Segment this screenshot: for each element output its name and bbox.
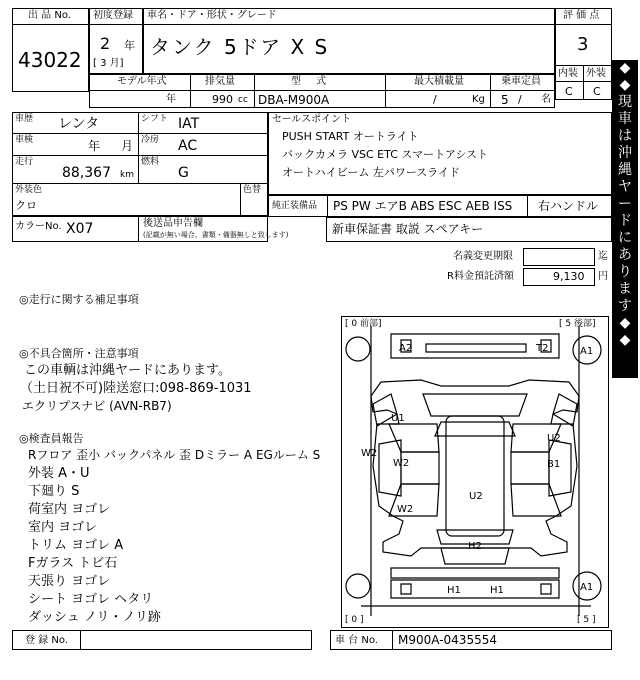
capacity-slash: / — [518, 93, 522, 106]
sales-point-1: PUSH START オートライト — [282, 130, 419, 143]
shift: IAT — [178, 116, 200, 132]
inspector-1: Rフロア 歪小 バックパネル 歪 Dミラー A EGルーム S — [28, 448, 321, 462]
sales-points-label: セールスポイント — [272, 114, 352, 125]
banner-char: ◆ — [619, 315, 631, 331]
mark-right-rear: B1 — [547, 459, 561, 470]
mark-front-bumper-right: T2 — [536, 343, 549, 354]
displacement-label: 排気量 — [205, 76, 235, 87]
defect-3: エクリプスナビ (AVN-RB7) — [22, 399, 172, 413]
mark-front-bumper-left: A2 — [399, 343, 413, 354]
lot-no: 43022 — [18, 48, 82, 72]
mark-front-right-corner: A1 — [580, 346, 594, 357]
max-load-slash: / — [433, 93, 437, 106]
banner-char: ◆ — [619, 60, 631, 76]
mark-left-side-panel: W2 — [393, 458, 410, 469]
mark-rear-bumper-right: H1 — [490, 585, 504, 596]
interior-label: 内装 — [558, 68, 578, 79]
inspector-6: トリム ヨゴレ A — [28, 538, 124, 553]
mileage: 88,367 — [62, 165, 111, 181]
banner-char: り — [618, 264, 632, 280]
name-change-label: 名義変更期限 — [453, 251, 513, 262]
first-reg-year: 2 — [100, 34, 111, 53]
ac-label: 冷房 — [141, 135, 160, 145]
model-code: DBA-M900A — [258, 93, 330, 107]
defect-2: （土日祝不可)陸送窓口:098-869-1031 — [20, 381, 252, 396]
warranty: 新車保証書 取説 スペアキー — [332, 222, 484, 236]
details-left — [12, 112, 268, 216]
max-load-unit: Kg — [472, 94, 485, 105]
name-change-value-box — [523, 248, 595, 266]
mark-roof: U2 — [469, 491, 483, 502]
model-year-label: モデル年式 — [117, 76, 167, 87]
displacement: 990 — [212, 93, 233, 106]
mark-rear-panel: H2 — [468, 541, 482, 552]
equipment: PS PW エアB ABS ESC AEB ISS — [333, 199, 513, 213]
recycle-label: R料金預託済額 — [447, 271, 514, 282]
front-label: [ 0 前部] — [345, 319, 382, 329]
banner-char: ー — [618, 196, 632, 212]
model-grade: タンク 5ドア X S — [150, 35, 330, 59]
inspector-10: ダッシュ ノリ・ノリ跡 — [28, 610, 161, 625]
banner-char: ま — [618, 281, 632, 297]
banner-char: 縄 — [618, 162, 632, 178]
banner-char: ◆ — [619, 77, 631, 93]
chassis-no: M900A-0435554 — [398, 633, 497, 647]
equipment-label: 純正装備品 — [272, 201, 318, 211]
steering: 右ハンドル — [538, 199, 599, 213]
rear-label: [ 5 後部] — [559, 319, 596, 329]
chassis-label: 車 台 No. — [335, 635, 378, 646]
displacement-unit: cc — [238, 95, 248, 105]
banner-char: に — [618, 230, 632, 246]
shift-label: シフト — [141, 114, 169, 124]
history-label: 車歴 — [15, 114, 34, 124]
defect-1: この車輌は沖縄ヤードにあります。 — [24, 363, 231, 378]
inspection-month: 月 — [121, 139, 134, 153]
lot-no-label: 出 品 No. — [28, 10, 71, 21]
vehicle-damage-diagram — [341, 316, 609, 628]
recycle-amount: 9,130 — [553, 270, 585, 283]
inspector-8: 天張り ヨゴレ — [28, 574, 111, 589]
history: レンタ — [58, 116, 100, 132]
first-reg-month: [ 3 月] — [93, 58, 124, 69]
banner-char: ◆ — [619, 332, 631, 348]
banner-char: 車 — [618, 111, 632, 127]
inspector-9: シート ヨゴレ ヘタリ — [28, 592, 154, 607]
recycle-unit: 円 — [598, 271, 608, 282]
banner-char: ヤ — [618, 179, 632, 195]
driving-notes-header: ◎走行に関する補足事項 — [19, 293, 139, 306]
aftermarket-label: 後送品申告欄 — [143, 218, 203, 229]
model-grade-label: 車名・ドア・形状・グレード — [147, 10, 277, 21]
banner-char: ド — [618, 213, 632, 229]
exterior-label: 外装 — [586, 68, 606, 79]
sales-point-2: バックカメラ VSC ETC スマートアシスト — [282, 148, 489, 161]
location-banner — [612, 60, 638, 378]
reg-no-label: 登 録 No. — [25, 635, 68, 646]
capacity-unit: 名 — [541, 94, 551, 105]
color-no: X07 — [66, 221, 94, 237]
banner-char: 沖 — [618, 145, 632, 161]
first-reg-year-unit: 年 — [124, 39, 135, 52]
inspector-5: 室内 ヨゴレ — [28, 520, 98, 535]
defects-header: ◎不具合箇所・注意事項 — [19, 347, 139, 360]
front-bottom-label: [ 0 ] — [345, 615, 364, 625]
inspector-4: 荷室内 ヨゴレ — [28, 502, 111, 517]
mark-left-front-door-2: W2 — [361, 448, 378, 459]
banner-char: あ — [618, 247, 632, 263]
model-year-unit: 年 — [166, 94, 176, 105]
inspector-2: 外装 A・U — [28, 466, 90, 481]
inspector-header: ◎検査員報告 — [19, 432, 84, 445]
color-change-label: 色替 — [243, 185, 262, 195]
inspector-7: Fガラス トビ石 — [28, 556, 118, 571]
mark-rear-right-corner: A1 — [580, 582, 594, 593]
banner-char: す — [618, 298, 632, 314]
exterior-grade: C — [593, 85, 601, 98]
banner-char: は — [618, 128, 632, 144]
ac: AC — [178, 138, 198, 154]
aftermarket-note: (記載が無い場合、書類・備器無しと致します) — [143, 231, 289, 239]
interior-grade: C — [565, 85, 573, 98]
mileage-unit: km — [120, 170, 134, 180]
capacity: 5 — [501, 93, 509, 107]
mark-left-rear-door: W2 — [397, 504, 414, 515]
inspection-label: 車検 — [15, 135, 34, 145]
capacity-label: 乗車定員 — [501, 76, 541, 87]
fuel-label: 燃料 — [141, 157, 160, 167]
name-change-unit: 迄 — [598, 251, 608, 262]
inspection-year: 年 — [88, 139, 101, 153]
banner-char: 現 — [618, 94, 632, 110]
fuel: G — [178, 165, 189, 181]
rating-label: 評 価 点 — [563, 10, 600, 21]
model-code-label: 型 式 — [291, 76, 333, 87]
rating: 3 — [577, 34, 589, 55]
sales-point-3: オートハイビーム 左パワースライド — [282, 166, 460, 179]
inspector-3: 下廻り S — [28, 484, 80, 499]
max-load-label: 最大積載量 — [414, 76, 464, 87]
exterior-color: クロ — [15, 199, 37, 212]
mark-left-front-door: U1 — [391, 413, 405, 424]
exterior-color-label: 外装色 — [15, 185, 43, 195]
color-no-label: カラーNo. — [15, 221, 62, 232]
mileage-label: 走行 — [15, 157, 34, 167]
first-reg-label: 初度登録 — [93, 10, 133, 21]
mark-right-front: U2 — [547, 433, 561, 444]
mark-rear-bumper-left: H1 — [447, 585, 461, 596]
rear-bottom-label: [ 5 ] — [577, 615, 596, 625]
